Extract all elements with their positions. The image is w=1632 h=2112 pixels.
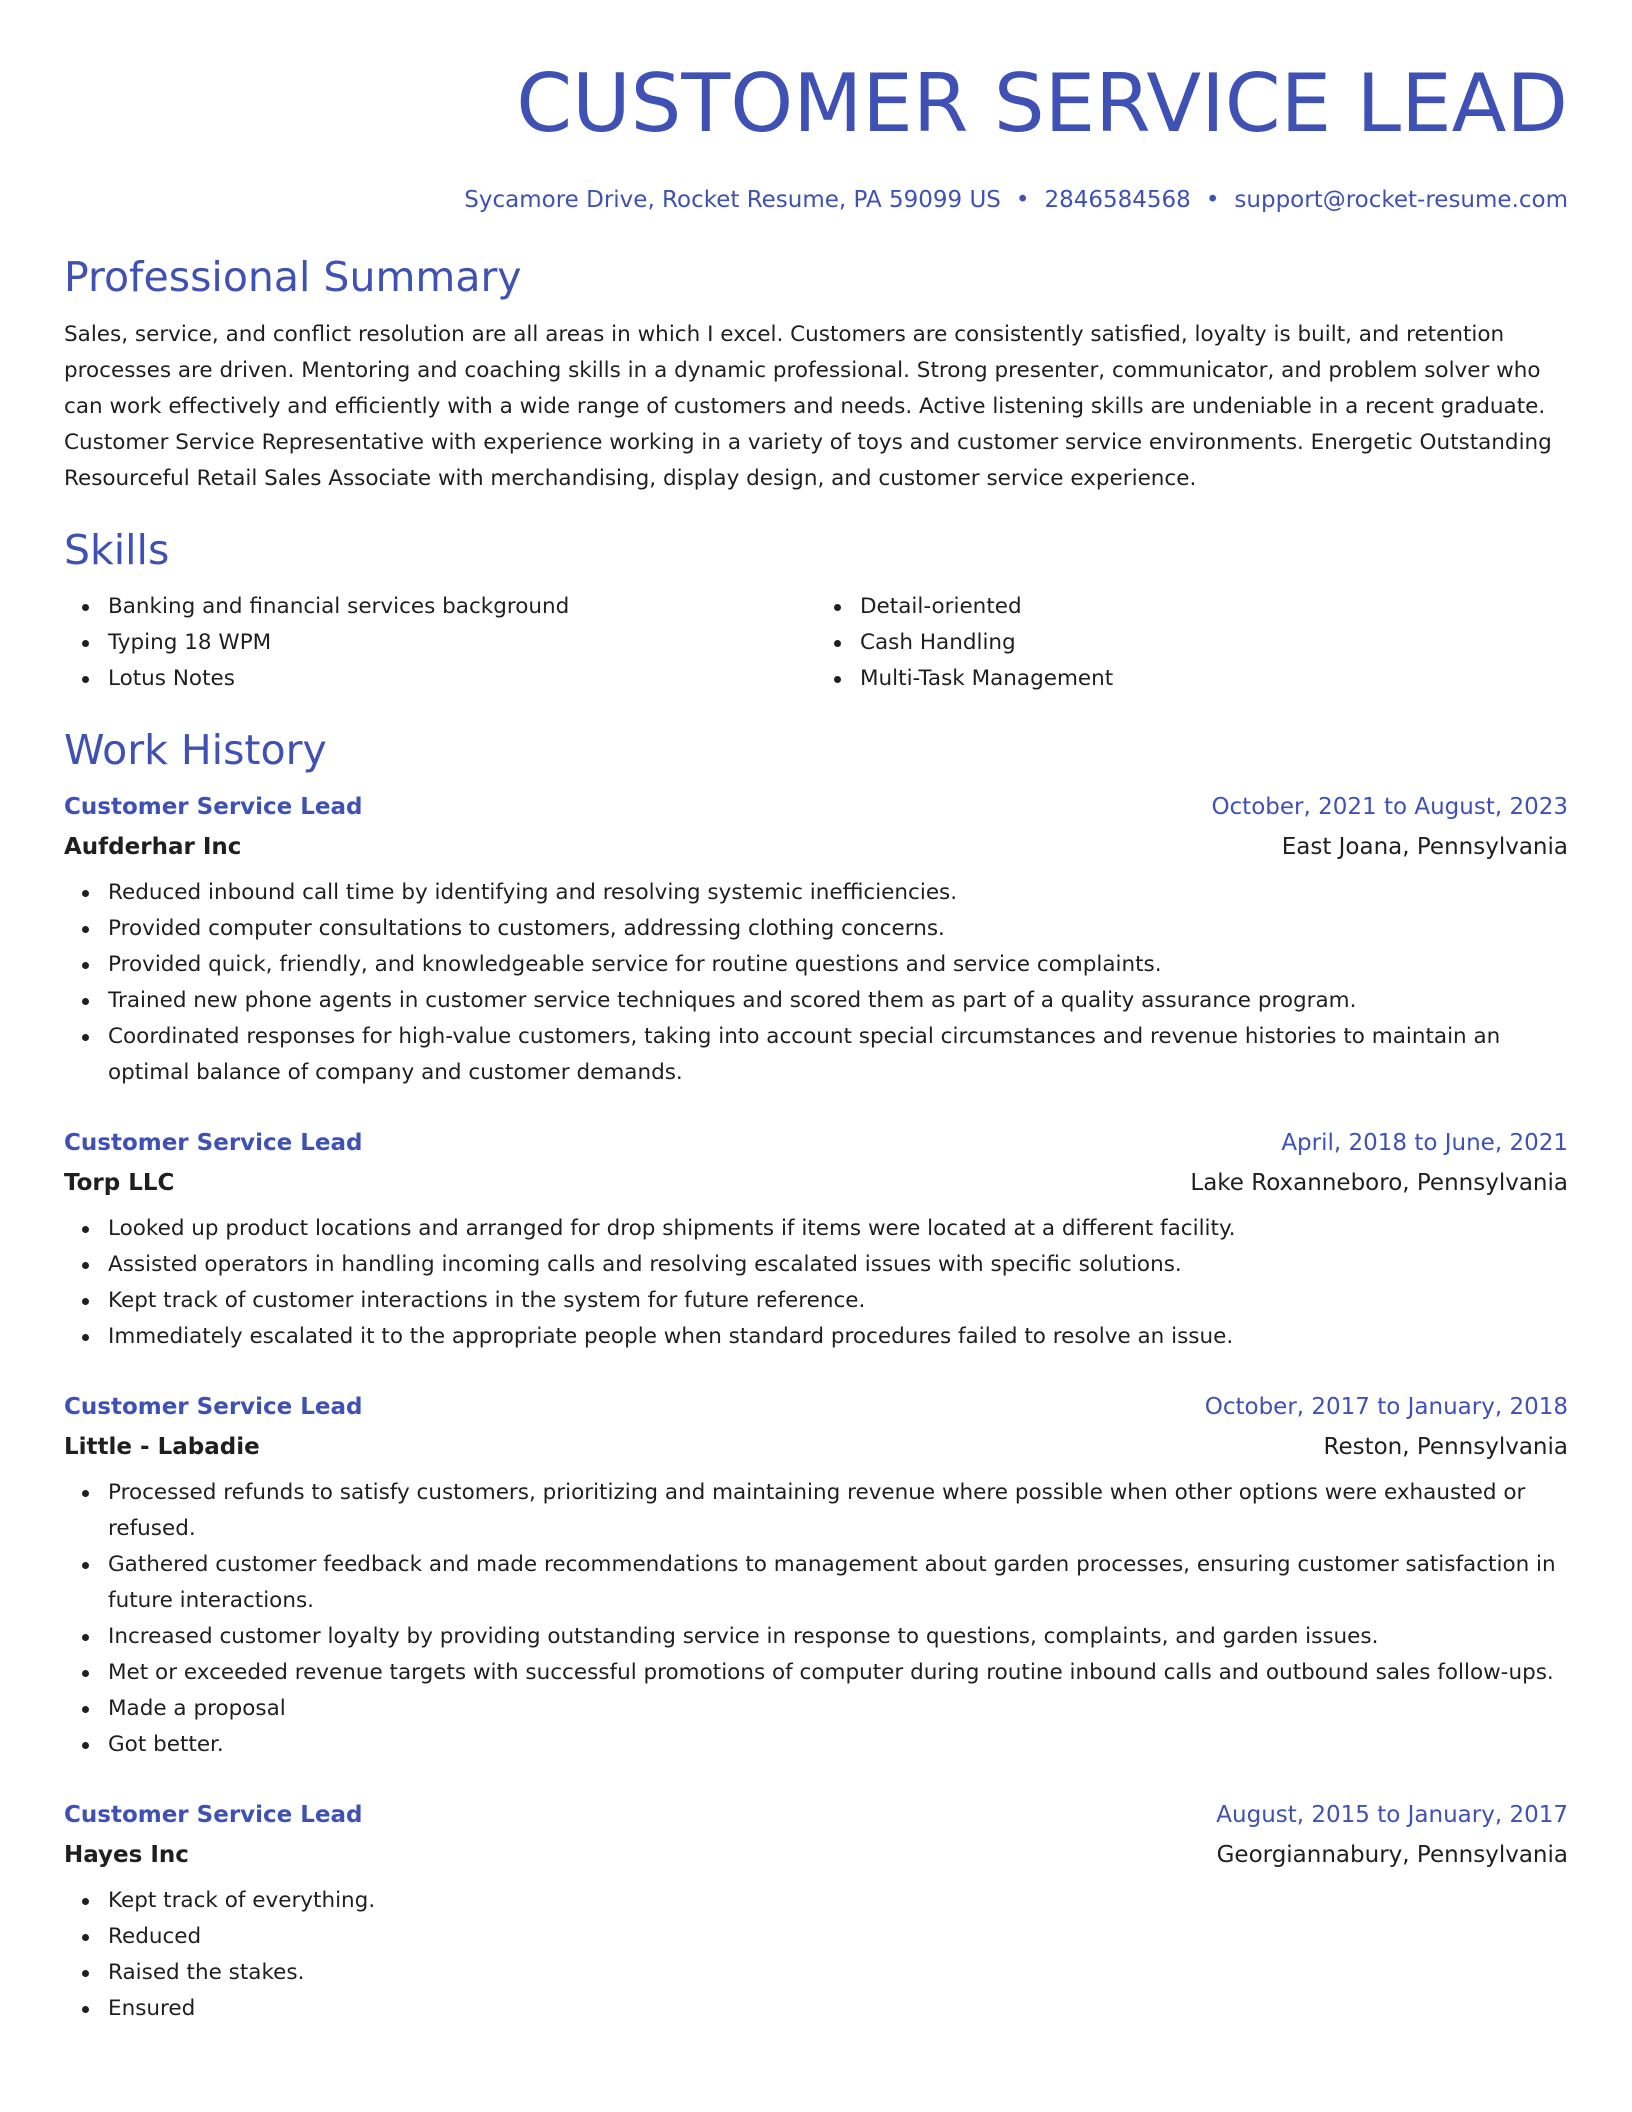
contact-address: Sycamore Drive, Rocket Resume, PA 59099 US (464, 187, 1001, 213)
contact-phone: 2846584568 (1044, 187, 1191, 213)
job-bullets (64, 1211, 1568, 1355)
job-header (64, 1797, 1568, 1833)
job-company: Hayes Inc (64, 1842, 189, 1868)
job-dates: October, 2017 to January, 2018 (1204, 1394, 1568, 1420)
job-bullets (64, 875, 1568, 1091)
job-bullet: Provided quick, friendly, and knowledgeable service for routine questions and service complaints. (108, 947, 1568, 983)
job-company: Torp LLC (64, 1170, 175, 1196)
skill-item: Lotus Notes (108, 661, 816, 697)
job-company: Little - Labadie (64, 1434, 260, 1460)
skills-column-right (816, 589, 1568, 697)
job-bullet: Kept track of customer interactions in the system for future reference. (108, 1283, 1568, 1319)
job-title: Customer Service Lead (64, 794, 363, 820)
skill-item: Banking and financial services background (108, 589, 816, 625)
skill-item: Typing 18 WPM (108, 625, 816, 661)
job-bullet: Reduced inbound call time by identifying and resolving systemic inefficiencies. (108, 875, 1568, 911)
job-dates: August, 2015 to January, 2017 (1216, 1802, 1568, 1828)
skill-item: Cash Handling (860, 625, 1568, 661)
job-title: Customer Service Lead (64, 1394, 363, 1420)
job-bullet: Made a proposal (108, 1691, 1568, 1727)
job-bullet: Ensured (108, 1991, 1568, 2027)
job-header (64, 1389, 1568, 1425)
job-dates: April, 2018 to June, 2021 (1281, 1130, 1568, 1156)
job-location: Georgiannabury, Pennsylvania (1216, 1842, 1568, 1868)
job-bullet: Gathered customer feedback and made recommendations to management about garden processes, ensuring customer satisfaction in future interactions. (108, 1547, 1568, 1619)
job-dates: October, 2021 to August, 2023 (1211, 794, 1568, 820)
job-bullet: Coordinated responses for high-value customers, taking into account special circumstances and revenue histories to maintain an optimal balance of company and customer demands. (108, 1019, 1568, 1091)
job-header (64, 789, 1568, 825)
summary-text: Sales, service, and conflict resolution are all areas in which I excel. Customers are consistently satisfied, loyalty is built, and retention processes are driven. Mentoring and coaching skills in a dynamic professional. Strong presenter, communicator, and problem solver who can work effectively and efficiently with a wide range of customers and needs. Active listening skills are undeniable in a recent graduate. Customer Service Representative with experience working in a variety of toys and customer service environments. Energetic Outstanding Resourceful Retail Sales Associate with merchandising, display design, and customer service experience. (64, 322, 1552, 491)
job-bullet: Reduced (108, 1919, 1568, 1955)
skill-item: Detail-oriented (860, 589, 1568, 625)
contact-line (64, 184, 1568, 216)
job-bullet: Kept track of everything. (108, 1883, 1568, 1919)
job-entry (64, 1389, 1568, 1763)
job-title: Customer Service Lead (64, 1130, 363, 1156)
job-entry (64, 1797, 1568, 2027)
job-employer (64, 1161, 1568, 1205)
job-header (64, 1125, 1568, 1161)
resume-name: CUSTOMER SERVICE LEAD (516, 57, 1568, 150)
summary-heading: Professional Summary (64, 253, 522, 301)
job-bullet: Assisted operators in handling incoming calls and resolving escalated issues with specific solutions. (108, 1247, 1568, 1283)
contact-separator: • (1015, 187, 1030, 213)
job-location: Reston, Pennsylvania (1323, 1434, 1568, 1460)
contact-separator: • (1205, 187, 1220, 213)
skills-heading: Skills (64, 526, 170, 574)
job-bullet: Increased customer loyalty by providing outstanding service in response to questions, complaints, and garden issues. (108, 1619, 1568, 1655)
job-employer (64, 1425, 1568, 1469)
job-employer (64, 825, 1568, 869)
skills-column-left (64, 589, 816, 697)
job-bullet: Raised the stakes. (108, 1955, 1568, 1991)
job-entry (64, 1125, 1568, 1355)
job-bullets (64, 1475, 1568, 1763)
work-history-heading: Work History (64, 726, 327, 774)
job-bullet: Processed refunds to satisfy customers, prioritizing and maintaining revenue where possible when other options were exhausted or refused. (108, 1475, 1568, 1547)
job-location: Lake Roxanneboro, Pennsylvania (1190, 1170, 1568, 1196)
job-employer (64, 1833, 1568, 1877)
job-bullet: Trained new phone agents in customer service techniques and scored them as part of a quality assurance program. (108, 983, 1568, 1019)
job-title: Customer Service Lead (64, 1802, 363, 1828)
job-bullet: Met or exceeded revenue targets with successful promotions of computer during routine inbound calls and outbound sales follow-ups. (108, 1655, 1568, 1691)
job-bullet: Provided computer consultations to customers, addressing clothing concerns. (108, 911, 1568, 947)
skill-item: Multi-Task Management (860, 661, 1568, 697)
job-bullet: Got better. (108, 1727, 1568, 1763)
job-bullet: Immediately escalated it to the appropriate people when standard procedures failed to resolve an issue. (108, 1319, 1568, 1355)
job-entry (64, 789, 1568, 1091)
skills-list (64, 589, 1568, 697)
contact-email[interactable]: support@rocket-resume.com (1234, 187, 1568, 213)
job-location: East Joana, Pennsylvania (1281, 834, 1568, 860)
job-bullets (64, 1883, 1568, 2027)
job-bullet: Looked up product locations and arranged for drop shipments if items were located at a different facility. (108, 1211, 1568, 1247)
job-company: Aufderhar Inc (64, 834, 242, 860)
